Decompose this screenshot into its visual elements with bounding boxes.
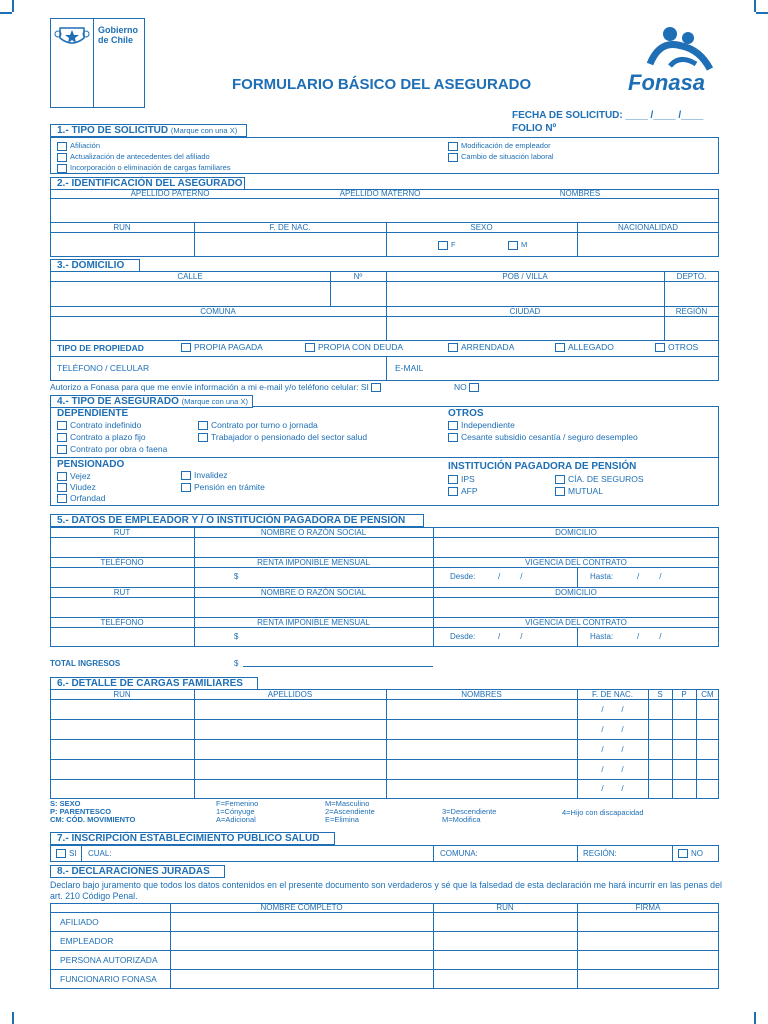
desde-label-1: Desde: [450, 572, 476, 581]
inst-afp[interactable]: AFP [448, 486, 478, 496]
crop-mark [756, 12, 768, 14]
poblacion-field[interactable] [387, 282, 663, 305]
row-afiliado: AFILIADO [60, 917, 99, 927]
run-field[interactable] [51, 233, 193, 256]
section4-title: 4.- TIPO DE ASEGURADO (Marque con una X) [50, 395, 253, 408]
vigencia-label-2: VIGENCIA DEL CONTRATO [525, 618, 627, 627]
fecha-nac-label: F. DE NAC. [269, 223, 311, 232]
cargas-row-3-fnac[interactable]: / / [601, 745, 624, 754]
cargas-row-5-fnac[interactable]: / / [601, 784, 624, 793]
legend-col-c: M=Masculino 2=Ascendiente E=Elimina [325, 799, 375, 824]
crop-mark [754, 1012, 756, 1024]
desde-date-2[interactable]: / / [498, 632, 523, 641]
otros-cesante[interactable]: Cesante subsidio cesantía / seguro desempleo [448, 432, 638, 442]
total-ingresos-field[interactable] [243, 666, 433, 667]
empleador-domicilio-field-2[interactable] [434, 598, 718, 616]
page-title: FORMULARIO BÁSICO DEL ASEGURADO [232, 76, 532, 93]
fonasa-wordmark: Fonasa [628, 70, 706, 95]
option-afiliacion[interactable]: Afiliación [57, 141, 100, 151]
desde-date-1[interactable]: / / [498, 572, 523, 581]
section1-title: 1.- TIPO DE SOLICITUD (Marque con una X) [50, 124, 247, 137]
section6-title: 6.- DETALLE DE CARGAS FAMILIARES [50, 677, 258, 690]
autorizo-si-checkbox[interactable] [371, 383, 381, 392]
autorizo-no-checkbox[interactable]: NO [454, 382, 482, 392]
nombre-completo-header: NOMBRE COMPLETO [260, 903, 343, 912]
declaracion-text: Declaro bajo juramento que todos los datos contenidos en el presente documento son verdaderos y sé que la falsedad de esta declaración me hará incurrir en las penas del art. 210 Código Penal. [50, 880, 722, 901]
apellido-materno-label: APELLIDO MATERNO [339, 189, 421, 198]
folio: FOLIO Nº [512, 123, 557, 134]
empleador-telefono-field-2[interactable] [51, 628, 193, 646]
empleador-rut-field-2[interactable] [51, 598, 193, 616]
sexo-m-checkbox[interactable]: M [508, 240, 527, 250]
propiedad-propia-deuda[interactable]: PROPIA CON DEUDA [305, 342, 403, 352]
sexo-label: SEXO [470, 223, 493, 232]
cual-label: CUAL: [88, 849, 112, 858]
crop-mark [754, 0, 756, 12]
pen-viudez[interactable]: Viudez [57, 482, 96, 492]
email-label: E-MAIL [395, 363, 424, 373]
empleador-telefono-field-1[interactable] [51, 568, 193, 586]
rut-label-2: RUT [113, 588, 131, 597]
cargas-nombres-header: NOMBRES [461, 690, 502, 699]
razon-social-label-2: NOMBRE O RAZÓN SOCIAL [260, 588, 367, 597]
telefono-label: TELÉFONO / CELULAR [57, 363, 150, 373]
dependiente-heading: DEPENDIENTE [57, 408, 129, 419]
option-incorporacion[interactable]: Incorporación o eliminación de cargas familiares [57, 163, 231, 173]
razon-social-label-1: NOMBRE O RAZÓN SOCIAL [260, 528, 367, 537]
propiedad-propia-pagada[interactable]: PROPIA PAGADA [181, 342, 263, 352]
telefono-field[interactable] [160, 357, 384, 380]
legend-col-e: 4=Hijo con discapacidad [562, 808, 644, 817]
propiedad-arrendada[interactable]: ARRENDADA [448, 342, 514, 352]
cargas-row-1-fnac[interactable]: / / [601, 705, 624, 714]
ciudad-label: CIUDAD [509, 307, 541, 316]
domicilio-label-1: DOMICILIO [555, 528, 597, 537]
comuna-field[interactable] [51, 317, 385, 339]
section3-title: 3.- DOMICILIO [50, 259, 140, 272]
depto-field[interactable] [665, 282, 718, 305]
cargas-fnac-header: F. DE NAC. [592, 690, 633, 699]
hasta-date-2[interactable]: / / [637, 632, 662, 641]
nacionalidad-label: NACIONALIDAD [617, 223, 678, 232]
telefono-label-2: TELÉFONO [100, 618, 144, 627]
firma-header: FIRMA [635, 903, 661, 912]
nacionalidad-field[interactable] [578, 233, 718, 256]
gov-name: Gobierno de Chile [98, 25, 138, 45]
pen-tramite[interactable]: Pensión en trámite [181, 482, 265, 492]
total-peso: $ [234, 659, 239, 668]
empleador-nombre-field-2[interactable] [195, 598, 432, 616]
nombres-label: NOMBRES [559, 189, 601, 198]
run-label: RUN [113, 223, 131, 232]
section4-box [50, 406, 719, 506]
cargas-apellidos-header: APELLIDOS [267, 690, 313, 699]
option-cambio-situacion[interactable]: Cambio de situación laboral [448, 152, 554, 162]
institucion-heading: INSTITUCIÓN PAGADORA DE PENSIÓN [448, 461, 637, 472]
section7-title: 7.- INSCRIPCIÓN ESTABLECIMIENTO PÚBLICO SALUD [50, 832, 335, 845]
inst-mutual[interactable]: MUTUAL [555, 486, 603, 496]
legend-codes: S: SEXO P: PARENTESCO CM: CÓD. MOVIMIENTO [50, 799, 136, 824]
section2-title: 2.- IDENTIFICACIÓN DEL ASEGURADO [50, 177, 245, 190]
autorizo-text: Autorizo a Fonasa para que me envíe información a mi e-mail y/o teléfono celular: SI [50, 382, 384, 392]
empleador-rut-field-1[interactable] [51, 538, 193, 556]
apellido-paterno-label: APELLIDO PATERNO [130, 189, 210, 198]
crop-mark [12, 1012, 14, 1024]
inscripcion-comuna-label: COMUNA: [440, 849, 478, 858]
dep-obra-faena[interactable]: Contrato por obra o faena [57, 444, 167, 454]
depto-label: DEPTO. [676, 272, 707, 281]
ciudad-field[interactable] [387, 317, 663, 339]
otros-heading: OTROS [448, 408, 484, 419]
fecha-nac-field[interactable] [195, 233, 385, 256]
comuna-label: COMUNA [200, 307, 236, 316]
section5-title: 5.- DATOS DE EMPLEADOR Y / O INSTITUCIÓN PAGADORA DE PENSIÓN [50, 514, 424, 527]
numero-field[interactable] [331, 282, 385, 305]
gov-coat-of-arms-icon [54, 22, 90, 50]
telefono-label-1: TELÉFONO [100, 558, 144, 567]
cargas-row-4-fnac[interactable]: / / [601, 765, 624, 774]
pensionado-heading: PENSIONADO [57, 459, 125, 470]
cargas-s-header: S [657, 690, 663, 699]
crop-mark [0, 12, 12, 14]
renta-peso-1: $ [234, 572, 239, 581]
region-field[interactable] [665, 317, 718, 339]
option-actualizacion[interactable]: Actualización de antecedentes del afiliado [57, 152, 210, 162]
numero-label: Nº [353, 272, 363, 281]
inscripcion-region-label: REGIÓN: [583, 849, 617, 858]
declaracion-run-header: RUN [496, 903, 514, 912]
row-funcionario-fonasa: FUNCIONARIO FONASA [60, 974, 157, 984]
inscripcion-si-checkbox[interactable]: SI [56, 849, 77, 858]
calle-label: CALLE [177, 272, 203, 281]
renta-label-2: RENTA IMPONIBLE MENSUAL [257, 618, 370, 627]
inst-cia-seguros[interactable]: CÍA. DE SEGUROS [555, 474, 644, 484]
poblacion-label: POB / VILLA [502, 272, 548, 281]
pen-vejez[interactable]: Vejez [57, 471, 91, 481]
option-modificacion-empleador[interactable]: Modificación de empleador [448, 141, 551, 151]
dep-plazo-fijo[interactable]: Contrato a plazo fijo [57, 432, 146, 442]
dep-turno-jornada[interactable]: Contrato por turno o jornada [198, 420, 318, 430]
pen-invalidez[interactable]: Invalidez [181, 470, 228, 480]
rut-label-1: RUT [113, 528, 131, 537]
cargas-run-header: RUN [113, 690, 131, 699]
otros-independiente[interactable]: Independiente [448, 420, 515, 430]
tipo-propiedad-label: TIPO DE PROPIEDAD [57, 343, 144, 353]
fonasa-logo-icon [640, 24, 720, 74]
cargas-row-2-fnac[interactable]: / / [601, 725, 624, 734]
section8-title: 8.- DECLARACIONES JURADAS [50, 865, 225, 878]
total-ingresos-label: TOTAL INGRESOS [50, 659, 121, 668]
legend-col-d: 3=Descendiente M=Modifica [442, 807, 497, 824]
cargas-cm-header: CM [701, 690, 714, 699]
crop-mark [12, 0, 14, 12]
hasta-label-2: Hasta: [590, 632, 614, 641]
inst-ips[interactable]: IPS [448, 474, 475, 484]
calle-field[interactable] [51, 282, 329, 305]
row-persona-autorizada: PERSONA AUTORIZADA [60, 955, 158, 965]
renta-label-1: RENTA IMPONIBLE MENSUAL [257, 558, 370, 567]
domicilio-label-2: DOMICILIO [555, 588, 597, 597]
vigencia-label-1: VIGENCIA DEL CONTRATO [525, 558, 627, 567]
nombre-completo-field[interactable] [51, 199, 718, 221]
propiedad-otros[interactable]: OTROS [655, 342, 698, 352]
hasta-date-1[interactable]: / / [637, 572, 662, 581]
legend-col-b: F=Femenino 1=Cónyuge A=Adicional [216, 799, 259, 824]
hasta-label-1: Hasta: [590, 572, 614, 581]
desde-label-2: Desde: [450, 632, 476, 641]
row-empleador: EMPLEADOR [60, 936, 114, 946]
fecha-solicitud: FECHA DE SOLICITUD: ____ /____ /____ [512, 110, 704, 121]
section7-box [50, 845, 719, 862]
renta-peso-2: $ [234, 632, 239, 641]
propiedad-allegado[interactable]: ALLEGADO [555, 342, 614, 352]
cargas-p-header: P [681, 690, 687, 699]
empleador-nombre-field-1[interactable] [195, 538, 432, 556]
region-label: REGIÓN [675, 307, 708, 316]
empleador-domicilio-field-1[interactable] [434, 538, 718, 556]
dep-contrato-indefinido[interactable]: Contrato indefinido [57, 420, 141, 430]
dep-sector-salud[interactable]: Trabajador o pensionado del sector salud [198, 432, 367, 442]
inscripcion-no-checkbox[interactable]: NO [678, 849, 703, 858]
pen-orfandad[interactable]: Orfandad [57, 493, 105, 503]
sexo-f-checkbox[interactable]: F [438, 240, 456, 250]
email-field[interactable] [430, 357, 718, 380]
